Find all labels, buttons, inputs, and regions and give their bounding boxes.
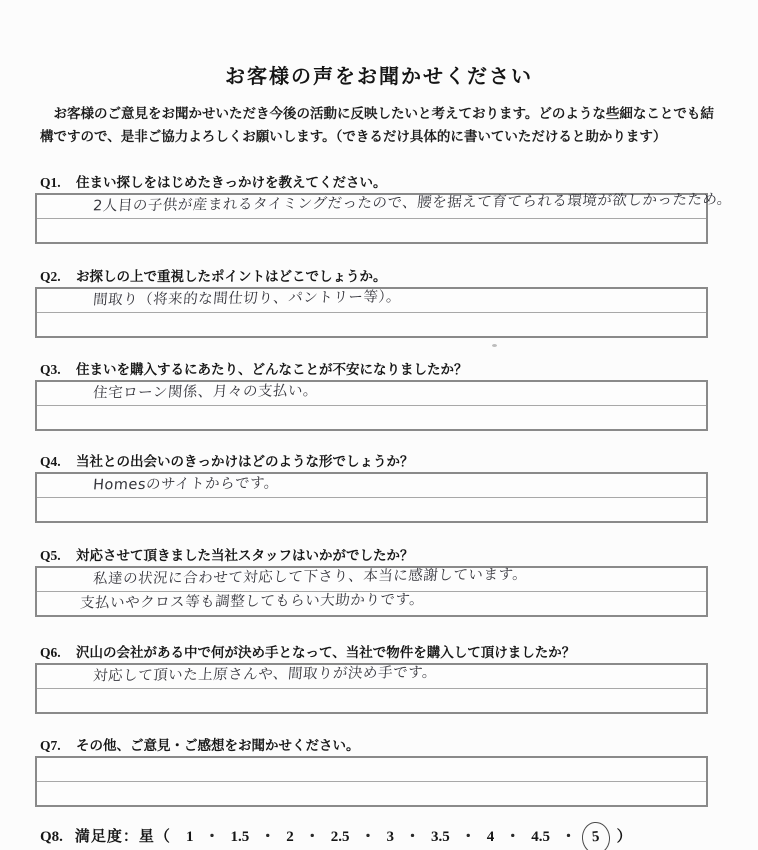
page-title: お客様の声をお聞かせください — [225, 66, 533, 88]
scan-speck — [492, 344, 497, 347]
answer-row — [37, 191, 733, 219]
question-number: Q5. — [40, 548, 61, 563]
answer-row — [37, 498, 706, 521]
handwritten-answer: 2人目の子供が産まれるタイミングだったので、腰を据えて育てられる環境が欲しかったため。 — [92, 191, 733, 215]
handwritten-answer: 支払いやクロス等も調整してもらい大助かりです。 — [79, 591, 425, 612]
question-label-q7 — [35, 737, 708, 755]
answer-row — [37, 382, 706, 406]
answer-box-q5 — [35, 566, 708, 617]
scale-separator: ・ — [460, 829, 476, 845]
question-section-q3 — [35, 361, 708, 431]
answer-row — [37, 474, 706, 498]
answer-row — [37, 406, 706, 429]
intro-line-2: 構ですので、是非ご協力よろしくお願いします。（できるだけ具体的に書いていただけると助かります） — [40, 129, 667, 144]
question-section-q6 — [35, 644, 708, 714]
question-number: Q7. — [40, 738, 61, 753]
satisfaction-value-4: 4 — [486, 829, 495, 845]
question-text: 住まい探しをはじめたきっかけを教えてください。 — [76, 175, 387, 190]
answer-box-q2 — [35, 287, 708, 338]
satisfaction-close-paren: ） — [616, 829, 632, 845]
question-label-q6 — [35, 644, 708, 662]
handwritten-answer: Homesのサイトからです。 — [92, 475, 280, 494]
question-number: Q8. — [40, 829, 63, 845]
scale-separator: ・ — [360, 829, 376, 845]
question-text: 当社との出会いのきっかけはどのような形でしょうか？ — [76, 454, 414, 469]
question-label-q5 — [35, 547, 708, 565]
satisfaction-value-3-5: 3.5 — [431, 829, 450, 845]
scale-separator: ・ — [304, 829, 320, 845]
question-text: 住まいを購入するにあたり、どんなことが不安になりましたか？ — [76, 362, 468, 377]
question-text: お探しの上で重視したポイントはどこでしょうか。 — [76, 269, 387, 284]
satisfaction-scale — [40, 822, 740, 850]
satisfaction-value-2-5: 2.5 — [330, 829, 350, 845]
question-number: Q6. — [40, 645, 61, 660]
question-number: Q3. — [40, 362, 61, 377]
question-section-q1 — [35, 174, 733, 244]
answer-row — [37, 592, 706, 615]
question-section-q4 — [35, 453, 708, 523]
satisfaction-value-2: 2 — [286, 829, 294, 845]
question-section-q5 — [35, 547, 708, 617]
question-number: Q1. — [40, 175, 61, 190]
handwritten-answer: 間取り（将来的な間仕切り、パントリー等）。 — [92, 289, 402, 309]
handwritten-answer: 対応して頂いた上原さんや、間取りが決め手です。 — [92, 664, 438, 685]
question-label-q2 — [35, 268, 708, 286]
answer-box-q7 — [35, 756, 708, 807]
satisfaction-value-4-5: 4.5 — [531, 829, 551, 845]
question-section-q7 — [35, 737, 708, 807]
question-label-q4 — [35, 453, 708, 471]
scale-separator: ・ — [260, 829, 276, 845]
answer-row — [37, 782, 706, 805]
satisfaction-value-3: 3 — [386, 829, 394, 845]
question-section-q2 — [35, 268, 708, 338]
handwritten-answer: 住宅ローン関係、月々の支払い。 — [92, 383, 319, 402]
answer-row — [37, 219, 706, 242]
scale-separator: ・ — [204, 829, 220, 845]
answer-row — [37, 689, 706, 712]
answer-box-q3 — [35, 380, 708, 431]
satisfaction-value-1: 1 — [185, 829, 194, 845]
satisfaction-value-1-5: 1.5 — [230, 829, 250, 845]
satisfaction-label: 満足度：星（ — [74, 829, 171, 845]
scale-separator: ・ — [561, 829, 577, 845]
question-number: Q4. — [40, 454, 61, 469]
handwritten-answer: 私達の状況に合わせて対応して下さり、本当に感謝しています。 — [92, 566, 528, 588]
answer-box-q4 — [35, 472, 708, 523]
intro-text — [40, 102, 730, 148]
question-text: その他、ご意見・ご感想をお聞かせください。 — [76, 738, 360, 753]
satisfaction-selected-circle: 5 — [581, 821, 611, 850]
handwritten-answer — [37, 770, 92, 771]
question-label-q3 — [35, 361, 708, 379]
question-text: 対応させて頂きました当社スタッフはいかがでしたか？ — [76, 548, 414, 563]
question-text: 沢山の会社がある中で何が決め手となって、当社で物件を購入して頂けましたか？ — [76, 645, 576, 660]
answer-row — [37, 665, 706, 689]
scale-separator: ・ — [405, 829, 421, 845]
answer-box-q1 — [35, 191, 733, 244]
answer-row — [37, 289, 706, 313]
answer-row — [37, 758, 706, 782]
answer-box-q6 — [35, 663, 708, 714]
scale-separator: ・ — [505, 829, 521, 845]
question-number: Q2. — [40, 269, 61, 284]
answer-row — [37, 313, 706, 336]
intro-line-1: お客様のご意見をお聞かせいただき今後の活動に反映したいと考えております。どのような些細なことでも結 — [40, 106, 714, 121]
